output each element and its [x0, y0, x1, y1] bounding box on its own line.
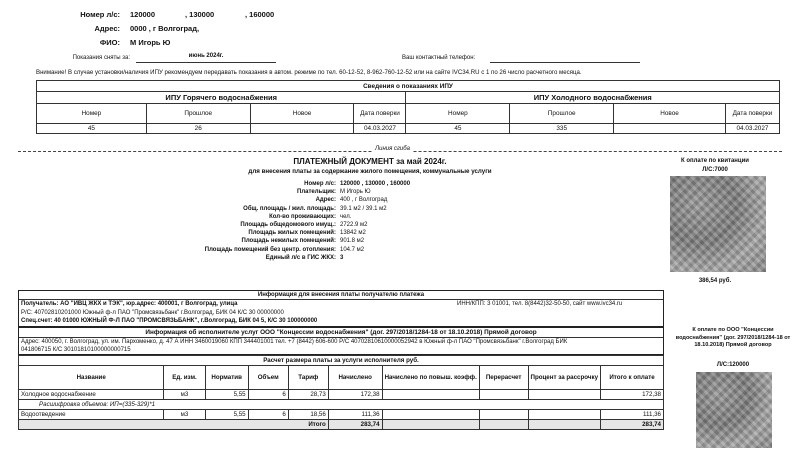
- payment-info: [150, 180, 510, 262]
- row-name: Холодное водоснабжение: [19, 390, 164, 400]
- recipient-line3: Спец.счет: 40 01000 ЮЖНЫЙ Ф-Л ПАО "ПРОМСВЯЗЬБАНК", г.Волгоград, БИК 04 5, К/С 30 100000000: [21, 318, 318, 324]
- fold-line-label: Линия сгиба: [372, 146, 413, 152]
- calc-col-name: Название: [19, 366, 164, 390]
- hot-col-prev: Прошлое: [146, 104, 250, 124]
- total-charged: 283,74: [328, 420, 382, 430]
- row-tariff: 28,73: [288, 390, 328, 400]
- hot-col-number: Номер: [37, 104, 147, 124]
- row-note: Расшифровка объемов: ИП=(335-329)*1: [19, 400, 664, 410]
- executor-box: [18, 327, 664, 355]
- recipient-line1-right: ИНН/КПП: 3 01001, тел. 8(8442)32-50-50, сайт www.ivc34.ru: [457, 301, 623, 307]
- row-total: 172,38: [601, 390, 664, 400]
- payment-info-label: Площадь общедомового имущ.:: [240, 221, 336, 228]
- fio-label: ФИО:: [99, 38, 120, 47]
- meters-hot-title: ИПУ Горячего водоснабжения: [37, 92, 406, 104]
- address-label: Адрес:: [94, 24, 120, 33]
- recipient-title: Информация для внесения платы получателю платежа: [19, 291, 663, 300]
- payment-title: ПЛАТЕЖНЫЙ ДОКУМЕНТ за май 2024г.: [293, 157, 447, 166]
- table-row: [19, 390, 664, 400]
- hot-number: 45: [37, 124, 147, 134]
- payment-info-value: М Игорь Ю: [340, 189, 371, 196]
- qr1-account: Л/С:7000: [702, 167, 728, 173]
- qr-code-icon-2: [696, 372, 772, 448]
- row-total: 111,36: [601, 410, 664, 420]
- row-recalc: [479, 390, 528, 400]
- qr2-title: К оплате по ООО "Концессии водоснабжения" (дог. 297/2018/1284-18 от 18.10.2018) Прямой договор: [675, 327, 791, 348]
- hot-new-field[interactable]: [250, 124, 354, 134]
- payment-info-label: Плательщик:: [297, 189, 336, 196]
- cold-prev: 335: [510, 124, 614, 134]
- meters-cold-title: ИПУ Холодного водоснабжения: [406, 92, 780, 104]
- row-vol: 6: [248, 410, 288, 420]
- payment-info-label: Единый л/с в ГИС ЖКХ:: [265, 254, 336, 261]
- payment-info-value: 3: [340, 254, 344, 261]
- total-sum: 283,74: [601, 420, 664, 430]
- qr1-amount: 386,54 руб.: [698, 278, 732, 284]
- row-name: Водоотведение: [19, 410, 164, 420]
- payment-info-value: 2722.9 м2: [340, 221, 368, 228]
- row-vol: 6: [248, 390, 288, 400]
- row-charged: 172,38: [328, 390, 382, 400]
- row-coef: [382, 410, 479, 420]
- row-coef: [382, 390, 479, 400]
- payment-info-label: Кол-во проживающих:: [269, 213, 336, 220]
- calc-col-vol: Объем: [248, 366, 288, 390]
- cold-col-date: Дата поверки: [725, 104, 779, 124]
- cold-date: 04.03.2027: [725, 124, 779, 134]
- payment-info-label: Площадь помещений без центр. отопления:: [204, 246, 336, 253]
- row-pct: [528, 410, 601, 420]
- cold-col-prev: Прошлое: [510, 104, 614, 124]
- payment-info-row: [150, 254, 510, 262]
- account-label: Номер л/с:: [80, 10, 120, 19]
- payment-info-row: [150, 229, 510, 237]
- calc-col-charged: Начислено: [328, 366, 382, 390]
- payment-info-row: [150, 180, 510, 188]
- payment-info-row: [150, 237, 510, 245]
- row-tariff: 18,56: [288, 410, 328, 420]
- row-unit: м3: [164, 390, 205, 400]
- calc-title: Расчет размера платы за услуги исполнителя руб.: [19, 356, 664, 366]
- payment-info-row: [150, 221, 510, 229]
- table-row: [19, 410, 664, 420]
- total-row: [19, 420, 664, 430]
- payment-info-value: 39.1 м2 / 39.1 м2: [340, 205, 387, 212]
- recipient-line1-left: Получатель: АО "ИВЦ ЖКХ и ТЭК", юр.адрес: 400001, г Волгоград, улица: [21, 301, 238, 307]
- row-recalc: [479, 410, 528, 420]
- payment-info-label: Площадь нежилых помещений:: [241, 238, 336, 245]
- payment-info-value: 104.7 м2: [340, 246, 365, 253]
- payment-info-label: Площадь жилых помещений:: [248, 230, 336, 237]
- table-row: [19, 400, 664, 410]
- executor-line2: 041806715 К/С 30101810100000000715: [21, 347, 131, 353]
- payment-subtitle: для внесения платы за содержание жилого помещения, коммунальные услуги: [248, 168, 492, 175]
- readings-value: июнь 2024г.: [136, 53, 276, 63]
- payment-info-row: [150, 213, 510, 221]
- row-norm: 5,55: [205, 390, 248, 400]
- total-label: Итого: [19, 420, 329, 430]
- cold-number: 45: [406, 124, 510, 134]
- recipient-box: [18, 290, 664, 327]
- row-norm: 5,55: [205, 410, 248, 420]
- payment-info-value: 120000 , 130000 , 160000: [340, 181, 411, 187]
- payment-info-label: Общ. площадь / жил. площадь:: [243, 205, 336, 212]
- notice-text: Внимание! В случае установки/наличия ИПУ рекомендуем передавать показания в автом. режиме по тел. 60-12-52, 8-962-760-12-52 или на сайте IVC34.RU с 1 по 26 число расчетного месяца.: [36, 69, 582, 76]
- cold-new-field[interactable]: [614, 124, 726, 134]
- calc-col-norm: Норматив: [205, 366, 248, 390]
- payment-info-row: [150, 188, 510, 196]
- qr-code-icon: [670, 176, 766, 272]
- hot-col-date: Дата поверки: [354, 104, 406, 124]
- calc-col-tariff: Тариф: [288, 366, 328, 390]
- calc-col-recalc: Перерасчет: [479, 366, 528, 390]
- cold-col-number: Номер: [406, 104, 510, 124]
- calc-col-pct: Процент за рассрочку: [528, 366, 601, 390]
- account-value-2: , 130000: [185, 10, 215, 19]
- phone-field[interactable]: [490, 53, 640, 63]
- executor-line1: Адрес: 400050, г. Волгоград, ул. им. Пархоменко, д. 47 А ИНН 3460019060 КПП 344401001 тел. +7 (8442) 606-600 Р/С 40702810610000052942 в Южный ф-л ПАО "Промсвязьбанк" г.Волгоград БИК: [21, 339, 568, 345]
- address-value: 0000 , г Волгоград,: [130, 24, 200, 33]
- meters-table: [36, 80, 780, 134]
- payment-info-value: 13842 м2: [340, 230, 366, 237]
- readings-label: Показания сняты за:: [72, 55, 130, 61]
- payment-info-row: [150, 205, 510, 213]
- qr2-account: Л/С:120000: [716, 362, 750, 368]
- qr1-title: К оплате по квитанции: [680, 158, 749, 164]
- payment-info-value: чел.: [340, 213, 352, 220]
- calc-col-total: Итого к оплате: [601, 366, 664, 390]
- calc-table: [18, 355, 664, 430]
- account-value-3: , 160000: [245, 10, 275, 19]
- cold-col-new: Новое: [614, 104, 726, 124]
- phone-label: Ваш контактный телефон:: [402, 55, 476, 61]
- account-value-1: 120000: [130, 10, 156, 19]
- row-pct: [528, 390, 601, 400]
- meters-title: Сведения о показаниях ИПУ: [37, 81, 780, 92]
- hot-col-new: Новое: [250, 104, 354, 124]
- row-charged: 111,36: [328, 410, 382, 420]
- payment-info-label: Номер л/с:: [304, 181, 336, 187]
- calc-col-coef: Начислено по повыш. коэфф.: [382, 366, 479, 390]
- executor-title: Информация об исполнителе услуг ООО "Концессии водоснабжения" (дог. 297/2018/1284-18 от 18.10.2018) Прямой договор: [19, 328, 663, 338]
- hot-prev: 26: [146, 124, 250, 134]
- hot-date: 04.03.2027: [354, 124, 406, 134]
- payment-info-row: [150, 196, 510, 204]
- fio-value: М Игорь Ю: [130, 38, 171, 47]
- recipient-line2: Р/С: 40702810201000 Южный ф-л ПАО "Промсвязьбанк" г.Волгоград, БИК 04 К/С 30 00000000: [21, 310, 284, 316]
- payment-info-value: 400 , г Волгоград: [340, 197, 388, 204]
- calc-col-unit: Ед. изм.: [164, 366, 205, 390]
- payment-info-value: 901.8 м2: [340, 238, 365, 245]
- payment-info-row: [150, 246, 510, 254]
- row-unit: м3: [164, 410, 205, 420]
- payment-info-label: Адрес:: [315, 197, 336, 204]
